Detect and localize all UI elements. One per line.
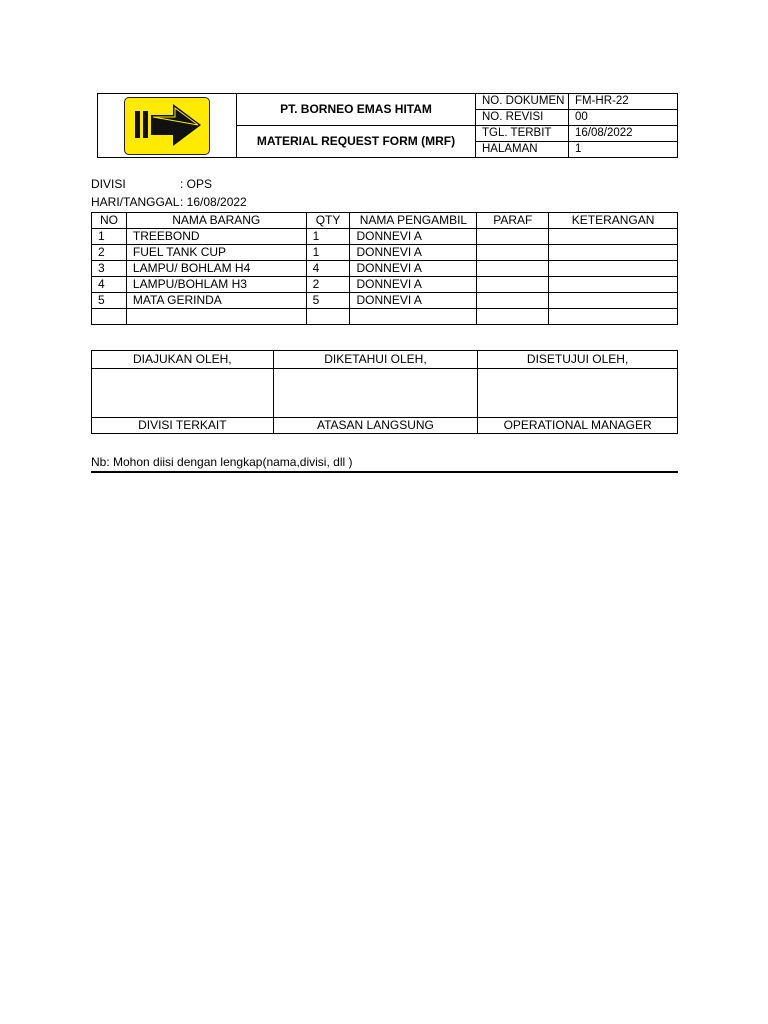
meta-label-revisi: NO. REVISI (476, 110, 569, 126)
divisi-value: : OPS (180, 177, 213, 191)
cell-nama-barang (126, 309, 306, 325)
meta-value-dokumen: FM-HR-22 (569, 94, 678, 110)
tanggal-label: HARI/TANGGAL (91, 195, 180, 209)
meta-value-revisi: 00 (569, 110, 678, 126)
signature-box-disetujui (478, 369, 678, 418)
table-row (92, 229, 678, 245)
cell-no: 5 (92, 293, 127, 309)
table-row (92, 293, 678, 309)
col-header-qty: QTY (306, 213, 350, 229)
meta-label-halaman: HALAMAN (476, 142, 569, 158)
cell-paraf (477, 309, 549, 325)
cell-nama-pengambil (350, 309, 477, 325)
cell-nama-barang: LAMPU/ BOHLAM H4 (126, 261, 306, 277)
cell-nama-pengambil: DONNEVI A (350, 261, 477, 277)
sig-header-diajukan: DIAJUKAN OLEH, (92, 351, 274, 369)
tanggal-value: : 16/08/2022 (180, 195, 247, 209)
sig-role-atasan: ATASAN LANGSUNG (273, 418, 478, 434)
cell-qty: 5 (306, 293, 350, 309)
cell-nama-pengambil: DONNEVI A (350, 293, 477, 309)
cell-qty: 2 (306, 277, 350, 293)
table-row-empty (92, 309, 678, 325)
cell-keterangan (549, 245, 678, 261)
cell-qty: 1 (306, 245, 350, 261)
col-header-paraf: PARAF (477, 213, 549, 229)
cell-nama-pengambil: DONNEVI A (350, 277, 477, 293)
table-row (92, 261, 678, 277)
cell-keterangan (549, 261, 678, 277)
meta-value-halaman: 1 (569, 142, 678, 158)
table-row (92, 245, 678, 261)
cell-keterangan (549, 229, 678, 245)
cell-no (92, 309, 127, 325)
col-header-keterangan: KETERANGAN (549, 213, 678, 229)
cell-qty: 1 (306, 229, 350, 245)
meta-label-terbit: TGL. TERBIT (476, 126, 569, 142)
form-title: MATERIAL REQUEST FORM (MRF) (237, 126, 476, 158)
cell-nama-barang: MATA GERINDA (126, 293, 306, 309)
cell-paraf (477, 229, 549, 245)
cell-paraf (477, 261, 549, 277)
cell-nama-pengambil: DONNEVI A (350, 245, 477, 261)
cell-nama-pengambil: DONNEVI A (350, 229, 477, 245)
cell-keterangan (549, 277, 678, 293)
divisi-label: DIVISI (91, 177, 126, 191)
items-table (91, 212, 678, 325)
col-header-nama-barang: NAMA BARANG (126, 213, 306, 229)
signature-box-diketahui (273, 369, 478, 418)
logo-cell (98, 94, 237, 158)
cell-keterangan (549, 293, 678, 309)
cell-nama-barang: TREEBOND (126, 229, 306, 245)
cell-paraf (477, 277, 549, 293)
footer-note: Nb: Mohon diisi dengan lengkap(nama,divisi, dll ) (91, 455, 353, 469)
document-header (97, 93, 678, 158)
items-table-header (92, 213, 678, 229)
cell-keterangan (549, 309, 678, 325)
cell-nama-barang: FUEL TANK CUP (126, 245, 306, 261)
col-header-no: NO (92, 213, 127, 229)
arrow-icon (125, 98, 209, 154)
cell-no: 4 (92, 277, 127, 293)
sig-header-diketahui: DIKETAHUI OLEH, (273, 351, 478, 369)
footer-divider (91, 471, 678, 473)
cell-nama-barang: LAMPU/BOHLAM H3 (126, 277, 306, 293)
cell-paraf (477, 245, 549, 261)
cell-no: 2 (92, 245, 127, 261)
signature-table (91, 350, 678, 434)
signature-box-diajukan (92, 369, 274, 418)
cell-no: 1 (92, 229, 127, 245)
cell-no: 3 (92, 261, 127, 277)
sig-role-divisi: DIVISI TERKAIT (92, 418, 274, 434)
signature-role-row (92, 418, 678, 434)
sig-role-manager: OPERATIONAL MANAGER (478, 418, 678, 434)
cell-paraf (477, 293, 549, 309)
table-row (92, 277, 678, 293)
cell-qty: 4 (306, 261, 350, 277)
sig-header-disetujui: DISETUJUI OLEH, (478, 351, 678, 369)
company-name: PT. BORNEO EMAS HITAM (237, 94, 476, 126)
company-logo (124, 97, 210, 155)
signature-space-row (92, 369, 678, 418)
cell-qty (306, 309, 350, 325)
meta-label-dokumen: NO. DOKUMEN (476, 94, 569, 110)
meta-value-terbit: 16/08/2022 (569, 126, 678, 142)
signature-header-row (92, 351, 678, 369)
col-header-nama-pengambil: NAMA PENGAMBIL (350, 213, 477, 229)
